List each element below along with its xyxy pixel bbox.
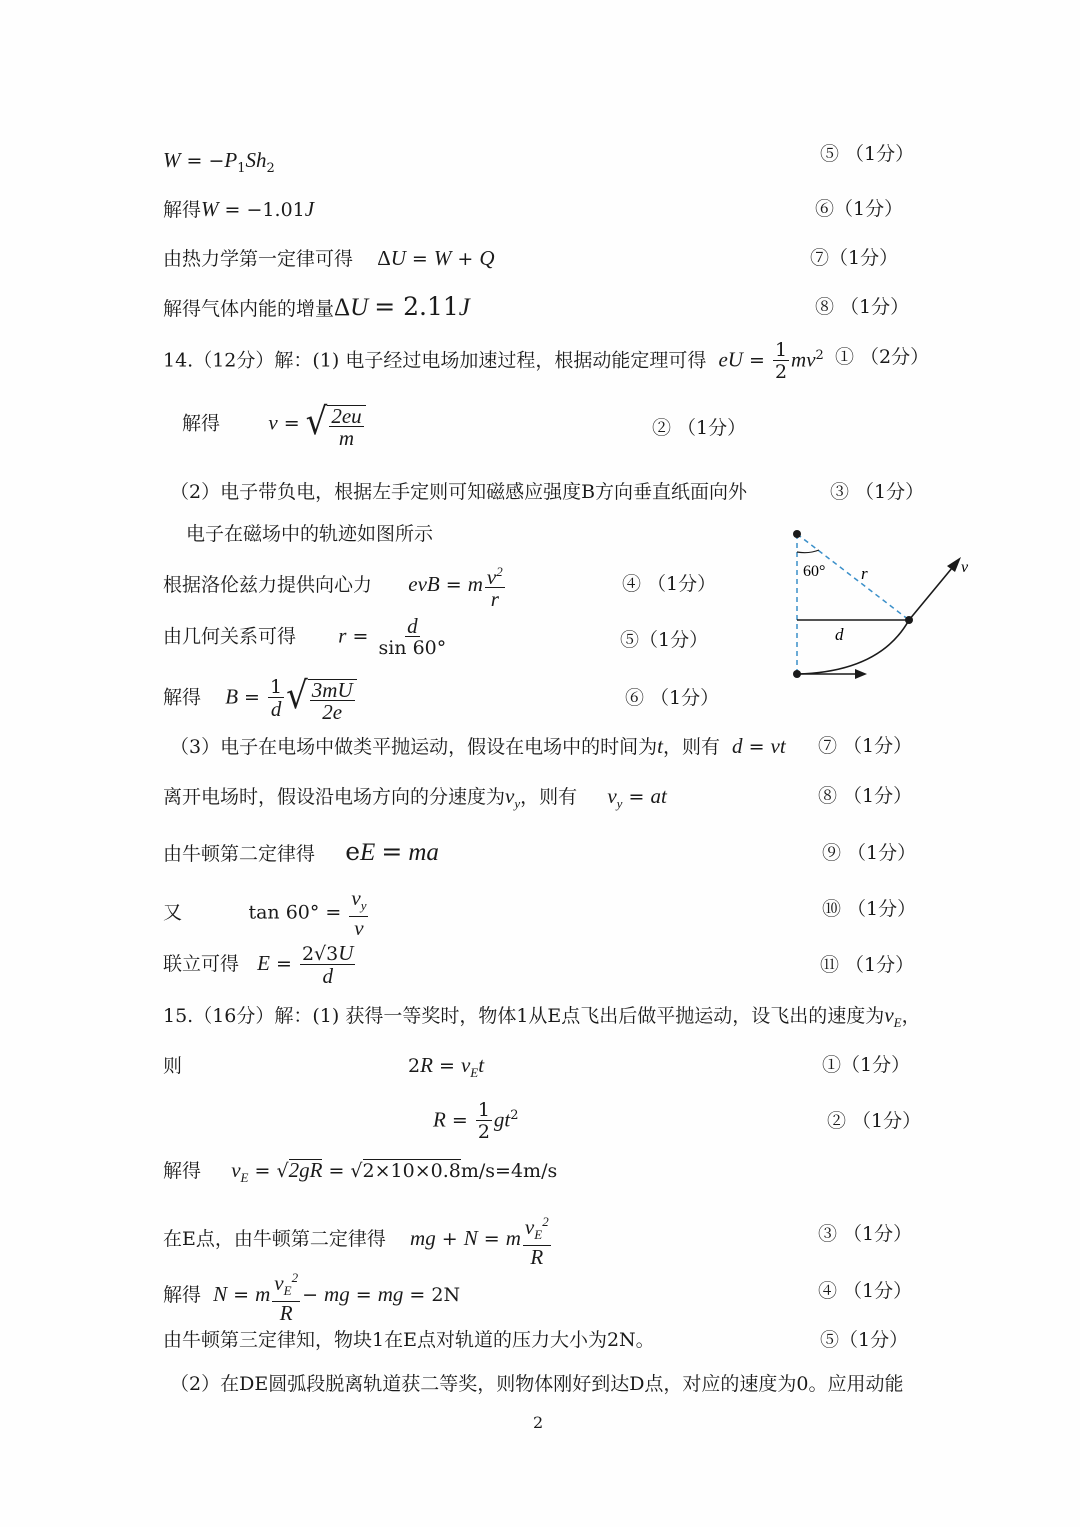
q15-part2: （2）在DE圆弧段脱离轨道获二等奖，则物体刚好到达D点，对应的速度为0。应用动能 bbox=[170, 1373, 904, 1395]
internal-energy-label: 解得气体内能的增量 bbox=[163, 298, 335, 320]
vE-label: 解得 bbox=[163, 1160, 202, 1182]
score-3b: ③ （1分） bbox=[818, 1223, 913, 1245]
score-6b: ⑥ （1分） bbox=[625, 687, 720, 709]
score-4b: ④ （1分） bbox=[818, 1280, 913, 1302]
field-result: 解得 B = $\frac{1}{d}$ √ $\frac{3mU}{2e}$ bbox=[163, 674, 357, 723]
vE-result: 解得 $v_E = √2gR = √2\times 10\times 0.8m/s=4m/s$ bbox=[163, 1158, 558, 1186]
score-6a: ⑥（1分） bbox=[815, 198, 904, 220]
score-4a: ④ （1分） bbox=[622, 573, 717, 595]
velocity-arrow-line bbox=[909, 562, 957, 620]
ze-label: 则 bbox=[163, 1055, 183, 1077]
angle-arc bbox=[797, 550, 819, 553]
q14-part2: （2）电子带负电，根据左手定则可知磁感应强度B方向垂直纸面向外 bbox=[170, 481, 748, 503]
N-label: 解得 bbox=[163, 1284, 202, 1307]
score-1a: ① （2分） bbox=[835, 346, 930, 368]
combine-label: 联立可得 bbox=[163, 953, 240, 975]
geometry-label: 由几何关系可得 bbox=[163, 625, 297, 648]
trajectory-diagram bbox=[785, 524, 990, 684]
d-label: d bbox=[835, 625, 844, 644]
velocity-result: 解得 v = √ $\frac{2eu}{m}$ bbox=[182, 400, 366, 449]
score-2a: ② （1分） bbox=[652, 417, 747, 439]
right-point bbox=[905, 616, 913, 624]
score-1b: ①（1分） bbox=[822, 1054, 911, 1076]
lorentz-line: 根据洛伦兹力提供向心力 evB = m $\frac{v^2}{r}$ bbox=[163, 564, 503, 611]
score-8b: ⑧ （1分） bbox=[818, 785, 913, 807]
eq-work: $W = -P_1Sh_2$ bbox=[163, 148, 275, 176]
eq-R: R = $\frac{1}{2}$ $gt^2$ bbox=[433, 1099, 519, 1143]
combine-line: 联立可得 E = $\frac{2√3U}{d}$ bbox=[163, 941, 354, 988]
bottom-arrowhead bbox=[855, 669, 867, 679]
score-8a: ⑧ （1分） bbox=[815, 296, 910, 318]
score-9: ⑨ （1分） bbox=[822, 842, 917, 864]
velocity-label: 解得 bbox=[182, 412, 221, 435]
E-point-label: 在E点，由牛顿第二定律得 bbox=[163, 1228, 386, 1251]
lorentz-label: 根据洛伦兹力提供向心力 bbox=[163, 574, 373, 596]
eq-2R: 则 $2R = v_Et$ bbox=[163, 1053, 485, 1081]
internal-energy: 解得气体内能的增量ΔU = 2.11J bbox=[163, 292, 470, 321]
E-point-line: 在E点，由牛顿第二定律得 mg + N = m $\frac{v_E^2}{R}$ bbox=[163, 1214, 549, 1270]
q15-header: 15.（16分）解：(1) 获得一等奖时，物体1从E点飞出后做平抛运动，设飞出的速度为$v_E$， bbox=[163, 1003, 921, 1031]
score-7a: ⑦（1分） bbox=[810, 247, 899, 269]
arc-path bbox=[797, 620, 909, 674]
score-11: ⑪ （1分） bbox=[820, 954, 915, 976]
velocity-arrowhead bbox=[947, 557, 961, 572]
first-law: 由热力学第一定律可得 ΔU = W + Q bbox=[163, 246, 495, 270]
tan-line: 又 tan 60° = $\frac{v_y}{v}$ bbox=[163, 886, 367, 941]
v-label: v bbox=[961, 559, 969, 576]
q14-header: 14.（12分）解：(1) 电子经过电场加速过程，根据动能定理可得 eU = $\frac{1}{2}$ $mv^2$ bbox=[163, 339, 824, 383]
q15-text: 15.（16分）解：(1) 获得一等奖时，物体1从E点飞出后做平抛运动，设飞出的速度为 bbox=[163, 1005, 885, 1027]
N-result: 解得 N = m $\frac{v_E^2}{R}$ − mg = mg = 2N bbox=[163, 1270, 461, 1326]
score-3a: ③ （1分） bbox=[830, 481, 925, 503]
q14-text: 14.（12分）解：(1) 电子经过电场加速过程，根据动能定理可得 bbox=[163, 349, 707, 372]
tan-label: 又 bbox=[163, 901, 183, 924]
label-jiede: 解得 bbox=[163, 199, 202, 221]
part3-text: （3）电子在电场中做类平抛运动，假设在电场中的时间为 bbox=[170, 736, 658, 758]
top-point bbox=[793, 530, 801, 538]
newton2-label: 由牛顿第二定律得 bbox=[163, 843, 316, 865]
r-label: r bbox=[861, 564, 868, 583]
score-5b: ⑤（1分） bbox=[620, 629, 709, 651]
newton3-line: 由牛顿第三定律知，物块1在E点对轨道的压力大小为2N。 bbox=[163, 1329, 655, 1351]
score-2b: ② （1分） bbox=[827, 1110, 922, 1132]
score-7b: ⑦ （1分） bbox=[818, 735, 913, 757]
first-law-label: 由热力学第一定律可得 bbox=[163, 248, 354, 270]
work-result: 解得W = −1.01J bbox=[163, 197, 315, 221]
bottom-point bbox=[793, 670, 801, 678]
score-5c: ⑤（1分） bbox=[820, 1329, 909, 1351]
score-5a: ⑤ （1分） bbox=[820, 143, 915, 165]
score-10: ⑩ （1分） bbox=[822, 898, 917, 920]
vy-line: 离开电场时，假设沿电场方向的分速度为$v_y$，则有 $v_y$ = at bbox=[163, 784, 667, 812]
page-number: 2 bbox=[533, 1413, 544, 1432]
newton2-line: 由牛顿第二定律得 eE = ma bbox=[163, 837, 439, 866]
field-label: 解得 bbox=[163, 686, 202, 709]
angle-label: 60° bbox=[803, 563, 826, 580]
vy-text: 离开电场时，假设沿电场方向的分速度为 bbox=[163, 786, 506, 808]
geometry-line: 由几何关系可得 r = $\frac{d}{\sin 60^\circ}$ bbox=[163, 614, 447, 659]
q14-part3: （3）电子在电场中做类平抛运动，假设在电场中的时间为t，则有 d = vt bbox=[170, 734, 786, 758]
trajectory-text: 电子在磁场中的轨迹如图所示 bbox=[186, 523, 434, 545]
